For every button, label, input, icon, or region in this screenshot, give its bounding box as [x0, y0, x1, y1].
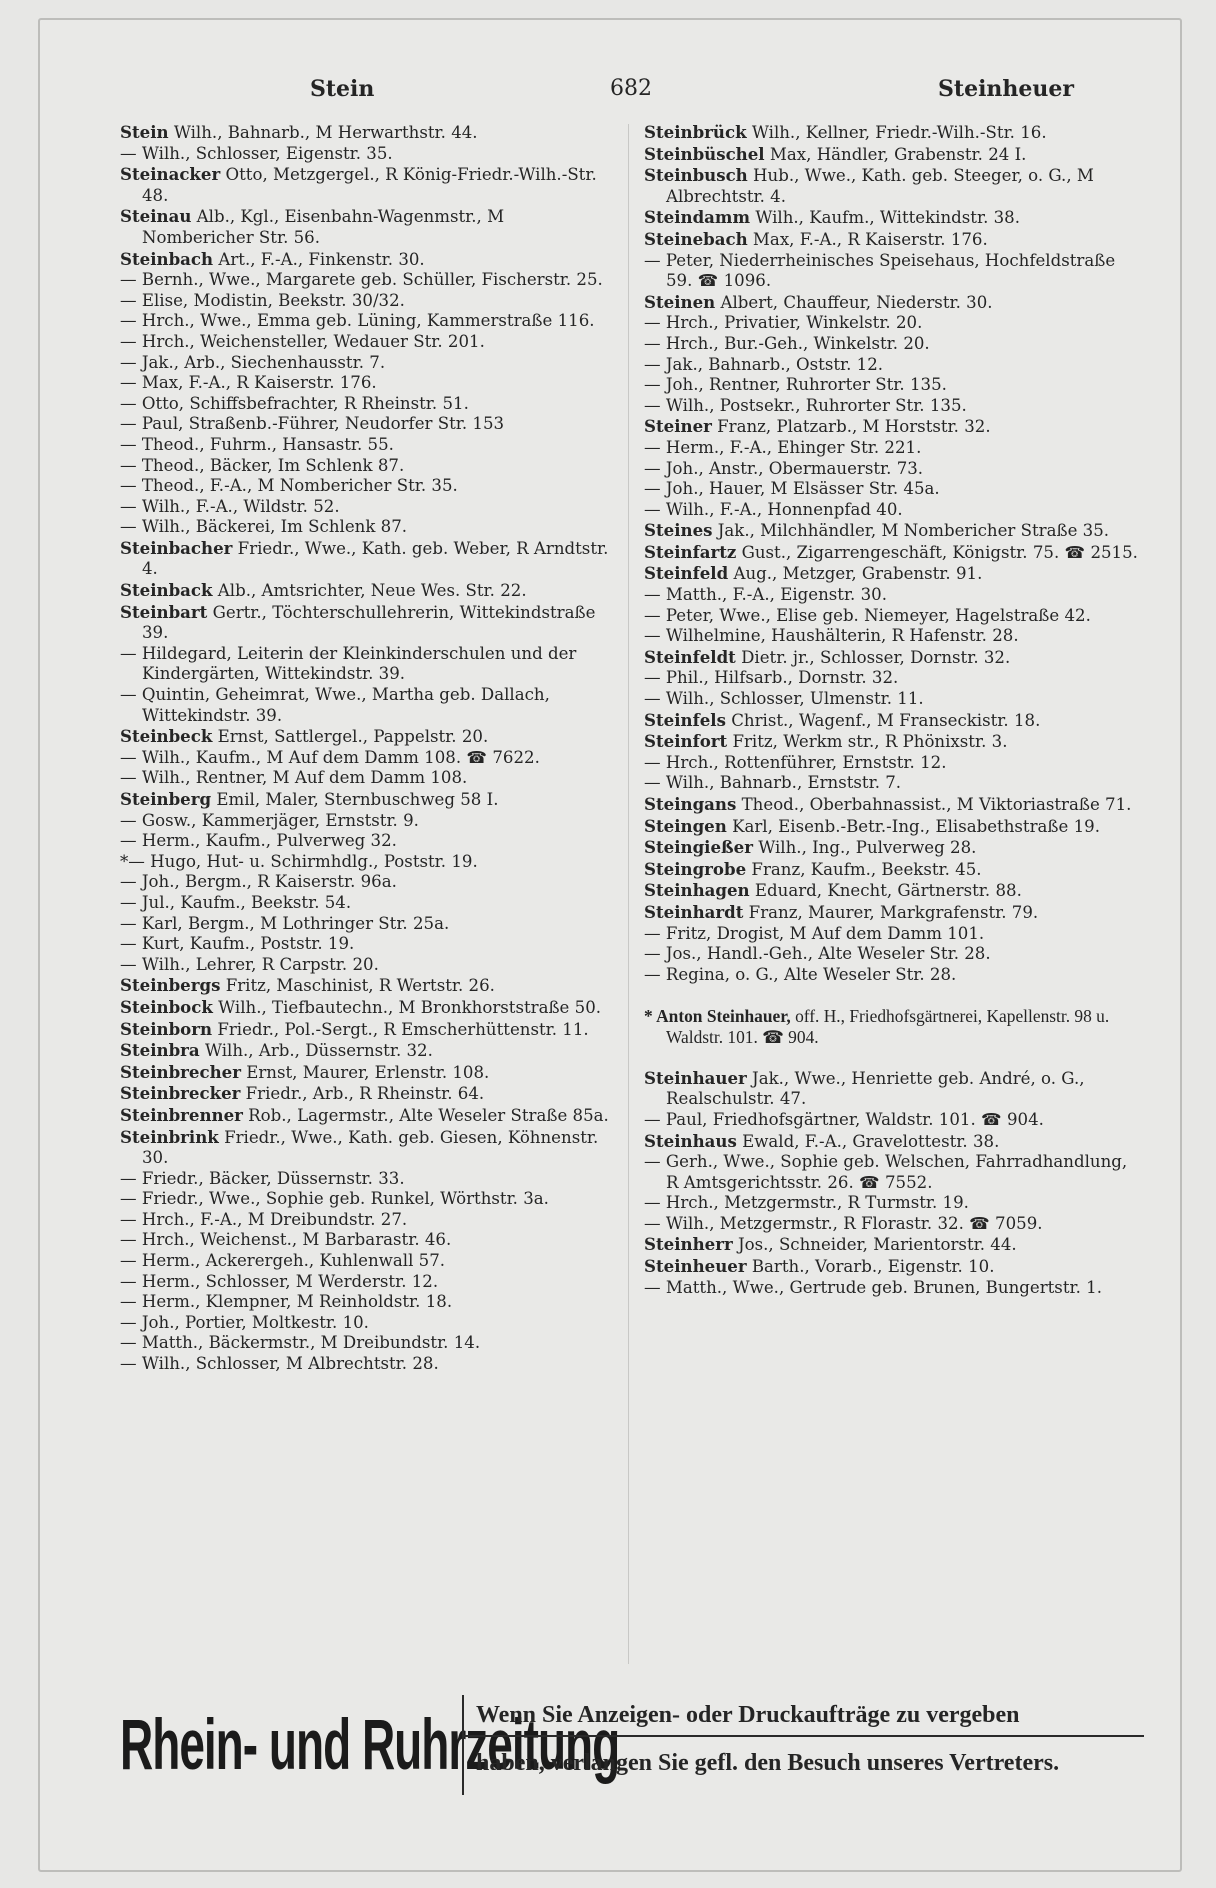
directory-entry	[120, 748, 620, 769]
directory-entry	[120, 1292, 620, 1313]
entry-details: Ernst, Sattlergel., Pappelstr. 20.	[212, 727, 489, 747]
directory-entry	[120, 1313, 620, 1334]
entry-surname: Steinacker	[120, 164, 221, 185]
directory-entry	[120, 1169, 620, 1190]
directory-entry	[120, 975, 620, 997]
entry-details: — Hrch., Rottenführer, Ernststr. 12.	[644, 752, 947, 772]
entry-surname: Steinen	[644, 291, 716, 312]
directory-entry	[120, 1230, 620, 1251]
entry-surname: Steinhagen	[644, 880, 750, 901]
directory-entry	[644, 313, 1144, 334]
entry-details: Alb., Kgl., Eisenbahn-Wagenmstr., M Nombericher Str. 56.	[142, 207, 505, 247]
entry-details: Christ., Wagenf., M Franseckistr. 18.	[725, 710, 1041, 730]
directory-entry	[644, 251, 1144, 292]
entry-surname: Steinbrenner	[120, 1104, 243, 1125]
entry-details: *— Hugo, Hut- u. Schirmhdlg., Poststr. 19.	[120, 851, 478, 871]
directory-entry	[120, 1105, 620, 1127]
entry-details: — Theod., Fuhrm., Hansastr. 55.	[120, 434, 394, 454]
entry-surname: Steinbock	[120, 996, 213, 1017]
entry-details: Emil, Maler, Sternbuschweg 58 I.	[211, 790, 499, 809]
entry-details: — Wilhelmine, Haushälterin, R Hafenstr. 28.	[644, 626, 1019, 646]
ad-line-1: Wenn Sie Anzeigen- oder Druckaufträge zu vergeben	[464, 1695, 1144, 1737]
directory-entry	[644, 542, 1144, 564]
newspaper-logo: Rhein- und Ruhrzeitung	[120, 1703, 620, 1785]
directory-entry	[644, 292, 1144, 314]
page-header	[120, 70, 1144, 122]
entry-surname: Steinhardt	[644, 901, 744, 922]
directory-entry	[120, 852, 620, 873]
entry-details: — Joh., Bergm., R Kaiserstr. 96a.	[120, 872, 397, 892]
directory-entry	[644, 563, 1144, 585]
entry-details: — Theod., Bäcker, Im Schlenk 87.	[120, 455, 405, 475]
entry-details: — Herm., Kaufm., Pulverweg 32.	[120, 831, 397, 851]
entry-details: — Hrch., Metzgermstr., R Turmstr. 19.	[644, 1193, 969, 1213]
entry-details: — Wilh., Schlosser, Ulmenstr. 11.	[644, 689, 924, 709]
entry-details: — Kurt, Kaufm., Poststr. 19.	[120, 934, 355, 954]
directory-entry	[120, 1189, 620, 1210]
header-right-keyword: Steinheuer	[938, 76, 1074, 102]
entry-details: — Friedr., Wwe., Sophie geb. Runkel, Wörthstr. 3a.	[120, 1189, 549, 1209]
entry-surname: Steinbeck	[120, 726, 213, 747]
entry-details: — Hrch., Wwe., Emma geb. Lüning, Kammerstraße 116.	[120, 311, 595, 331]
entry-details: Gust., Zigarrengeschäft, Königstr. 75. ☎ 2515.	[736, 542, 1138, 562]
entry-surname: Steingans	[644, 794, 737, 814]
directory-entry	[120, 538, 620, 580]
entry-details: — Quintin, Geheimrat, Wwe., Martha geb. Dallach, Wittekindstr. 39.	[120, 685, 550, 725]
directory-entry	[644, 731, 1144, 753]
directory-entry	[644, 375, 1144, 396]
entry-surname: * Anton Steinhauer,	[644, 1005, 791, 1026]
entry-surname: Steinebach	[644, 228, 748, 249]
entry-details: — Joh., Portier, Moltkestr. 10.	[120, 1312, 369, 1332]
directory-entry	[644, 1152, 1144, 1193]
entry-details: Karl, Eisenb.-Betr.-Ing., Elisabethstraße 19.	[726, 816, 1100, 836]
entry-details: — Joh., Anstr., Obermauerstr. 73.	[644, 458, 924, 478]
entry-details: Max, F.-A., R Kaiserstr. 176.	[747, 229, 988, 249]
entry-details: — Jul., Kaufm., Beekstr. 54.	[120, 892, 352, 912]
directory-entry	[120, 476, 620, 497]
entry-details: — Herm., F.-A., Ehinger Str. 221.	[644, 437, 922, 457]
directory-entry	[120, 1019, 620, 1041]
entry-details: Hub., Wwe., Kath. geb. Steeger, o. G., M Albrechtstr. 4.	[666, 166, 1094, 206]
entry-details: — Wilh., Lehrer, R Carpstr. 20.	[120, 954, 379, 974]
directory-entry	[644, 924, 1144, 945]
directory-entry	[120, 789, 620, 811]
entry-surname: Steinfartz	[644, 541, 737, 562]
entry-details: off. H., Friedhofsgärtnerei, Kapellenstr. 98 u. Waldstr. 101. ☎ 904.	[666, 1005, 1110, 1047]
directory-entry	[644, 1131, 1144, 1153]
entry-surname: Steines	[644, 520, 713, 541]
advertisement-footer	[120, 1695, 1144, 1805]
entry-details: — Gosw., Kammerjäger, Ernststr. 9.	[120, 810, 419, 830]
entry-details: Friedr., Arb., R Rheinstr. 64.	[240, 1084, 485, 1104]
directory-entry	[120, 249, 620, 271]
directory-entry	[120, 1354, 620, 1375]
entry-details: — Hrch., Bur.-Geh., Winkelstr. 20.	[644, 333, 930, 353]
entry-details: — Wilh., Bäckerei, Im Schlenk 87.	[120, 517, 408, 537]
entry-surname: Steinfels	[644, 709, 726, 730]
column-divider	[628, 124, 629, 1664]
entry-details: — Karl, Bergm., M Lothringer Str. 25a.	[120, 913, 450, 933]
entry-surname: Steinbrecker	[120, 1083, 241, 1104]
directory-entry	[120, 768, 620, 789]
entry-details: — Hrch., F.-A., M Dreibundstr. 27.	[120, 1209, 408, 1229]
entry-details: Franz, Maurer, Markgrafenstr. 79.	[743, 902, 1039, 922]
entry-details: Friedr., Pol.-Sergt., R Emscherhüttenstr. 11.	[212, 1019, 589, 1039]
entry-details: Aug., Metzger, Grabenstr. 91.	[728, 564, 983, 584]
directory-entry	[644, 794, 1144, 816]
right-column	[644, 122, 1144, 1682]
entry-details: — Hildegard, Leiterin der Kleinkinderschulen und der Kindergärten, Wittekindstr. 39.	[120, 643, 577, 684]
directory-entry	[644, 416, 1144, 438]
directory-entry	[120, 934, 620, 955]
entry-surname: Steinbrink	[120, 1126, 219, 1147]
directory-entry	[644, 773, 1144, 794]
directory-entry	[644, 334, 1144, 355]
directory-entry	[120, 893, 620, 914]
entry-details: Friedr., Wwe., Kath. geb. Weber, R Arndtstr. 4.	[142, 538, 609, 579]
entry-details: — Jak., Bahnarb., Oststr. 12.	[644, 354, 884, 374]
entry-details: Otto, Metzgergel., R König-Friedr.-Wilh.-Str. 48.	[142, 165, 597, 205]
directory-entry	[120, 122, 620, 144]
entry-details: — Wilh., Postsekr., Ruhrorter Str. 135.	[644, 395, 967, 415]
directory-entry	[644, 1068, 1144, 1110]
directory-entry	[644, 1214, 1144, 1235]
directory-entry	[644, 880, 1144, 902]
directory-entry	[644, 1006, 1144, 1047]
directory-entry	[644, 710, 1144, 732]
directory-entry	[120, 144, 620, 165]
entry-details: Barth., Vorarb., Eigenstr. 10.	[746, 1257, 995, 1277]
entry-details: Wilh., Ing., Pulverweg 28.	[752, 838, 977, 858]
directory-entry	[644, 668, 1144, 689]
directory-entry	[644, 1278, 1144, 1299]
directory-entry	[644, 459, 1144, 480]
entry-surname: Steinfeld	[644, 563, 729, 584]
entry-spacer	[644, 1047, 1144, 1068]
entry-details: — Wilh., Schlosser, Eigenstr. 35.	[120, 143, 393, 163]
directory-entry	[120, 1210, 620, 1231]
entry-surname: Steinfeldt	[644, 646, 736, 667]
directory-entry	[120, 580, 620, 602]
directory-entry	[644, 585, 1144, 606]
directory-entry	[644, 753, 1144, 774]
directory-entry	[644, 837, 1144, 859]
entry-surname: Steinau	[120, 206, 192, 227]
directory-entry	[644, 647, 1144, 669]
entry-details: — Hrch., Weichenst., M Barbarastr. 46.	[120, 1230, 452, 1250]
entry-details: — Wilh., Schlosser, M Albrechtstr. 28.	[120, 1354, 439, 1374]
directory-entry	[644, 500, 1144, 521]
directory-entry	[120, 1127, 620, 1169]
entry-details: — Joh., Rentner, Ruhrorter Str. 135.	[644, 375, 947, 395]
directory-entry	[120, 831, 620, 852]
entry-spacer	[644, 985, 1144, 1006]
entry-details: — Hrch., Privatier, Winkelstr. 20.	[644, 313, 923, 333]
directory-entry	[644, 1256, 1144, 1278]
ad-line-2: haben, verlangen Sie gefl. den Besuch unseres Vertreters.	[476, 1750, 1060, 1776]
directory-entry	[644, 144, 1144, 166]
entry-details: — Peter, Niederrheinisches Speisehaus, Hochfeldstraße 59. ☎ 1096.	[644, 250, 1116, 291]
directory-entry	[644, 606, 1144, 627]
entry-details: — Elise, Modistin, Beekstr. 30/32.	[120, 290, 405, 310]
directory-entry	[120, 1333, 620, 1354]
entry-details: — Jak., Arb., Siechenhausstr. 7.	[120, 352, 386, 372]
directory-entry	[120, 353, 620, 374]
directory-entry	[644, 520, 1144, 542]
directory-entry	[120, 332, 620, 353]
entry-surname: Steinbusch	[644, 165, 748, 186]
entry-details: — Paul, Straßenb.-Führer, Neudorfer Str. 153	[120, 414, 505, 434]
entry-details: Theod., Oberbahnassist., M Viktoriastraße 71.	[736, 795, 1132, 814]
advertisement-box	[462, 1695, 1144, 1795]
directory-entry	[120, 373, 620, 394]
directory-entry	[644, 1193, 1144, 1214]
entry-details: — Regina, o. G., Alte Weseler Str. 28.	[644, 964, 957, 984]
entry-details: — Bernh., Wwe., Margarete geb. Schüller, Fischerstr. 25.	[120, 270, 603, 290]
entry-details: Gertr., Töchterschullehrerin, Wittekindstraße 39.	[142, 602, 596, 643]
entry-details: Fritz, Werkm str., R Phönixstr. 3.	[727, 732, 1008, 752]
entry-details: Wilh., Arb., Düssernstr. 32.	[199, 1041, 433, 1061]
directory-entry	[120, 414, 620, 435]
entry-surname: Steinbrecher	[120, 1061, 241, 1082]
entry-details: — Herm., Schlosser, M Werderstr. 12.	[120, 1271, 439, 1291]
entry-details: — Matth., Wwe., Gertrude geb. Brunen, Bungertstr. 1.	[644, 1277, 1102, 1297]
directory-entry	[644, 165, 1144, 207]
page-number: 682	[610, 76, 652, 101]
entry-details: — Wilh., Metzgermstr., R Florastr. 32. ☎ 7059.	[644, 1213, 1043, 1233]
directory-entry	[120, 517, 620, 538]
directory-entry	[120, 1062, 620, 1084]
entry-details: — Wilh., Bahnarb., Ernststr. 7.	[644, 773, 902, 793]
entry-details: — Joh., Hauer, M Elsässer Str. 45a.	[644, 479, 940, 499]
entry-details: — Herm., Ackerergeh., Kuhlenwall 57.	[120, 1251, 446, 1271]
entry-surname: Steiner	[644, 416, 712, 437]
entry-details: — Jos., Handl.-Geh., Alte Weseler Str. 28.	[644, 944, 991, 964]
directory-entry	[120, 1251, 620, 1272]
entry-details: — Paul, Friedhofsgärtner, Waldstr. 101. ☎ 904.	[644, 1109, 1044, 1129]
directory-entry	[120, 1272, 620, 1293]
directory-entry	[120, 1040, 620, 1062]
directory-entry	[644, 479, 1144, 500]
directory-entry	[120, 456, 620, 477]
directory-entry	[644, 396, 1144, 417]
entry-surname: Steingießer	[644, 837, 753, 858]
entry-details: Jak., Wwe., Henriette geb. André, o. G., Realschulstr. 47.	[666, 1068, 1085, 1109]
entry-details: Jak., Milchhändler, M Nombericher Straße 35.	[712, 521, 1110, 541]
entry-surname: Steinberg	[120, 789, 212, 809]
entry-surname: Stein	[120, 122, 169, 142]
entry-surname: Steingrobe	[644, 858, 747, 879]
entry-surname: Steinborn	[120, 1018, 213, 1039]
directory-page	[120, 70, 1144, 1830]
entry-details: Eduard, Knecht, Gärtnerstr. 88.	[749, 881, 1022, 901]
entry-details: Ernst, Maurer, Erlenstr. 108.	[240, 1062, 490, 1082]
entry-surname: Steindamm	[644, 207, 751, 228]
directory-entry	[644, 944, 1144, 965]
entry-surname: Steinbacher	[120, 537, 233, 558]
directory-entry	[120, 270, 620, 291]
entry-details: Wilh., Kaufm., Wittekindstr. 38.	[750, 208, 1021, 228]
entry-details: Franz, Platzarb., M Horststr. 32.	[711, 417, 991, 437]
entry-details: — Friedr., Bäcker, Düssernstr. 33.	[120, 1168, 405, 1188]
directory-entry	[120, 164, 620, 206]
entry-details: — Hrch., Weichensteller, Wedauer Str. 201.	[120, 331, 485, 351]
directory-entry	[120, 394, 620, 415]
entry-details: — Otto, Schiffsbefrachter, R Rheinstr. 51.	[120, 393, 469, 413]
entry-surname: Steinbart	[120, 601, 208, 622]
entry-details: Wilh., Tiefbautechn., M Bronkhorststraße 50.	[212, 997, 602, 1017]
directory-entry	[120, 291, 620, 312]
entry-details: — Matth., Bäckermstr., M Dreibundstr. 14.	[120, 1333, 481, 1353]
directory-entry	[120, 726, 620, 748]
entry-details: Wilh., Bahnarb., M Herwarthstr. 44.	[168, 123, 478, 142]
entry-details: — Theod., F.-A., M Nombericher Str. 35.	[120, 476, 458, 496]
entry-details: Franz, Kaufm., Beekstr. 45.	[746, 859, 982, 879]
entry-details: — Phil., Hilfsarb., Dornstr. 32.	[644, 668, 899, 688]
directory-entry	[644, 1234, 1144, 1256]
entry-surname: Steinbach	[120, 248, 214, 269]
directory-columns	[120, 122, 1144, 1682]
entry-details: Rob., Lagermstr., Alte Weseler Straße 85a.	[242, 1105, 609, 1125]
directory-entry	[644, 355, 1144, 376]
directory-entry	[120, 997, 620, 1019]
directory-entry	[120, 206, 620, 248]
entry-surname: Steingen	[644, 815, 727, 836]
directory-entry	[644, 626, 1144, 647]
entry-details: Friedr., Wwe., Kath. geb. Giesen, Köhnenstr. 30.	[142, 1127, 599, 1168]
directory-entry	[644, 816, 1144, 838]
entry-details: — Wilh., Kaufm., M Auf dem Damm 108. ☎ 7622.	[120, 747, 540, 767]
directory-entry	[120, 955, 620, 976]
directory-entry	[644, 207, 1144, 229]
entry-details: — Max, F.-A., R Kaiserstr. 176.	[120, 373, 377, 393]
entry-details: — Gerh., Wwe., Sophie geb. Welschen, Fahrradhandlung, R Amtsgerichtsstr. 26. ☎ 7552.	[644, 1152, 1128, 1192]
entry-surname: Steinbrück	[644, 122, 747, 142]
entry-surname: Steinbergs	[120, 975, 221, 996]
entry-surname: Steinheuer	[644, 1256, 747, 1277]
entry-details: Max, Händler, Grabenstr. 24 I.	[764, 144, 1027, 164]
directory-entry	[644, 859, 1144, 881]
entry-surname: Steinherr	[644, 1234, 733, 1255]
directory-entry	[120, 1083, 620, 1105]
entry-details: Alb., Amtsrichter, Neue Wes. Str. 22.	[212, 581, 527, 601]
directory-entry	[120, 685, 620, 726]
entry-surname: Steinfort	[644, 731, 728, 752]
directory-entry	[644, 689, 1144, 710]
entry-details: — Matth., F.-A., Eigenstr. 30.	[644, 585, 887, 605]
directory-entry	[120, 435, 620, 456]
directory-entry	[120, 914, 620, 935]
directory-entry	[644, 122, 1144, 144]
entry-details: — Herm., Klempner, M Reinholdstr. 18.	[120, 1292, 453, 1312]
entry-details: Ewald, F.-A., Gravelottestr. 38.	[736, 1131, 1000, 1151]
entry-details: Albert, Chauffeur, Niederstr. 30.	[715, 292, 993, 312]
directory-entry	[120, 872, 620, 893]
directory-entry	[644, 1110, 1144, 1131]
entry-details: — Peter, Wwe., Elise geb. Niemeyer, Hagelstraße 42.	[644, 605, 1091, 625]
entry-details: — Wilh., F.-A., Wildstr. 52.	[120, 496, 340, 516]
directory-entry	[644, 902, 1144, 924]
entry-surname: Steinback	[120, 580, 213, 601]
directory-entry	[120, 602, 620, 644]
entry-details: — Wilh., F.-A., Honnenpfad 40.	[644, 499, 903, 519]
directory-entry	[120, 644, 620, 685]
entry-surname: Steinbra	[120, 1040, 200, 1061]
directory-entry	[644, 965, 1144, 986]
entry-details: — Wilh., Rentner, M Auf dem Damm 108.	[120, 768, 468, 788]
entry-surname: Steinhaus	[644, 1130, 737, 1151]
entry-surname: Steinhauer	[644, 1067, 747, 1088]
directory-entry	[644, 229, 1144, 251]
directory-entry	[120, 311, 620, 332]
directory-entry	[120, 497, 620, 518]
directory-entry	[644, 438, 1144, 459]
entry-details: Fritz, Maschinist, R Wertstr. 26.	[220, 976, 495, 996]
entry-details: Dietr. jr., Schlosser, Dornstr. 32.	[735, 647, 1011, 667]
entry-surname: Steinbüschel	[644, 143, 765, 164]
entry-details: Wilh., Kellner, Friedr.-Wilh.-Str. 16.	[746, 123, 1047, 142]
entry-details: — Fritz, Drogist, M Auf dem Damm 101.	[644, 923, 985, 943]
entry-details: Art., F.-A., Finkenstr. 30.	[213, 249, 425, 269]
header-left-keyword: Stein	[310, 76, 375, 102]
directory-entry	[120, 811, 620, 832]
entry-details: Jos., Schneider, Marientorstr. 44.	[732, 1235, 1017, 1255]
left-column	[120, 122, 620, 1682]
